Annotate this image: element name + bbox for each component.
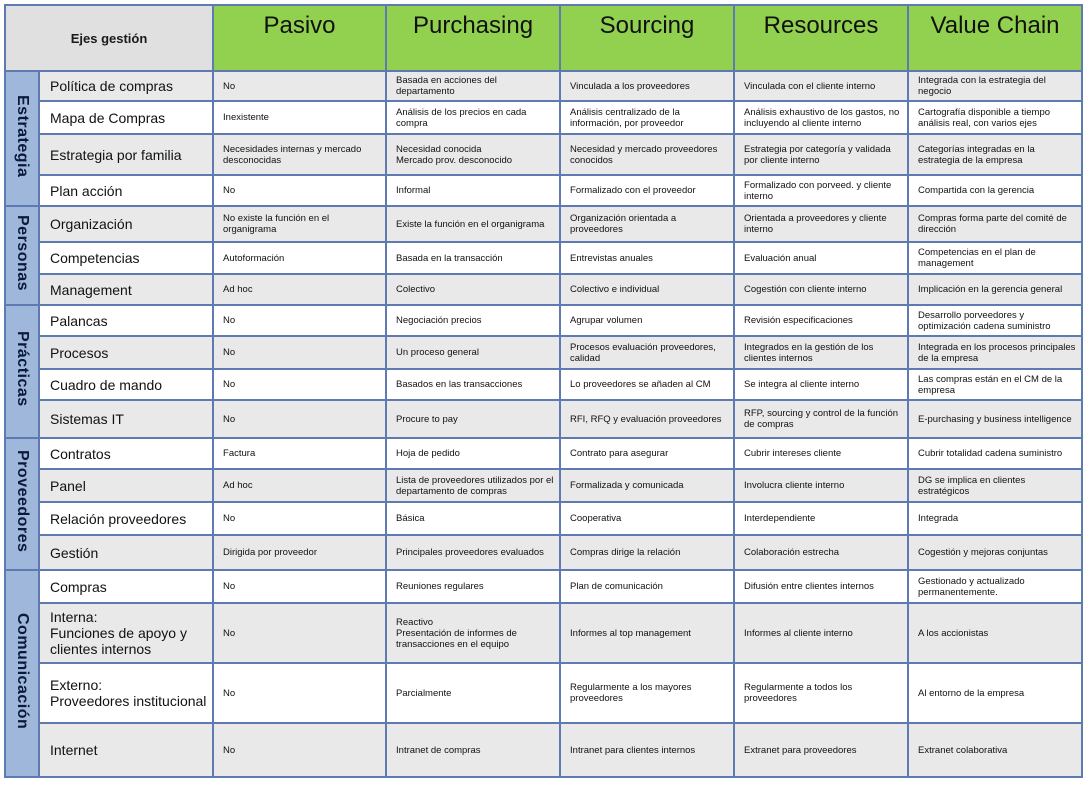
table-row — [5, 502, 1082, 535]
row-label: Externo: Proveedores institucional — [39, 663, 213, 723]
table-cell: No — [213, 502, 386, 535]
table-row — [5, 134, 1082, 175]
table-cell: Cubrir intereses cliente — [734, 438, 908, 469]
row-label: Panel — [39, 469, 213, 502]
table-cell: No existe la función en el organigrama — [213, 206, 386, 242]
table-cell: Informes al top management — [560, 603, 734, 663]
table-cell: RFI, RFQ y evaluación proveedores — [560, 400, 734, 438]
row-label: Organización — [39, 206, 213, 242]
table-cell: Agrupar volumen — [560, 305, 734, 336]
table-cell: Reactivo Presentación de informes de transacciones en el equipo — [386, 603, 560, 663]
table-cell: No — [213, 570, 386, 603]
table-cell: Difusión entre clientes internos — [734, 570, 908, 603]
table-cell: Regularmente a los mayores proveedores — [560, 663, 734, 723]
group-label: Proveedores — [14, 450, 31, 553]
table-cell: Contrato para asegurar — [560, 438, 734, 469]
table-cell: Compras dirige la relación — [560, 535, 734, 570]
table-cell: A los accionistas — [908, 603, 1082, 663]
table-cell: No — [213, 400, 386, 438]
table-cell: Factura — [213, 438, 386, 469]
table-cell: Interdependiente — [734, 502, 908, 535]
table-cell: Basados en las transacciones — [386, 369, 560, 400]
table-cell: Integrada en los procesos principales de la empresa — [908, 336, 1082, 369]
table-row — [5, 570, 1082, 603]
row-label: Plan acción — [39, 175, 213, 206]
table-cell: Las compras están en el CM de la empresa — [908, 369, 1082, 400]
row-label: Contratos — [39, 438, 213, 469]
table-cell: Revisión especificaciones — [734, 305, 908, 336]
table-cell: Compras forma parte del comité de dirección — [908, 206, 1082, 242]
table-row — [5, 603, 1082, 663]
row-label: Interna: Funciones de apoyo y clientes internos — [39, 603, 213, 663]
table-cell: Análisis exhaustivo de los gastos, no incluyendo al cliente interno — [734, 101, 908, 134]
table-cell: Entrevistas anuales — [560, 242, 734, 274]
table-cell: No — [213, 71, 386, 101]
table-cell: Cooperativa — [560, 502, 734, 535]
table-cell: Cartografía disponible a tiempo análisis real, con varios ejes — [908, 101, 1082, 134]
table-row — [5, 274, 1082, 305]
table-cell: Integrada con la estrategia del negocio — [908, 71, 1082, 101]
table-cell: RFP, sourcing y control de la función de compras — [734, 400, 908, 438]
row-label: Mapa de Compras — [39, 101, 213, 134]
table-cell: Análisis de los precios en cada compra — [386, 101, 560, 134]
table-row — [5, 206, 1082, 242]
table-cell: Al entorno de la empresa — [908, 663, 1082, 723]
group-header — [5, 206, 39, 305]
table-cell: Un proceso general — [386, 336, 560, 369]
table-cell: Formalizado con el proveedor — [560, 175, 734, 206]
table-row — [5, 101, 1082, 134]
table-cell: Gestionado y actualizado permanentemente. — [908, 570, 1082, 603]
table-cell: No — [213, 336, 386, 369]
row-label: Gestión — [39, 535, 213, 570]
table-cell: Integrada — [908, 502, 1082, 535]
table-row — [5, 400, 1082, 438]
table-cell: Inexistente — [213, 101, 386, 134]
table-cell: Basada en la transacción — [386, 242, 560, 274]
column-header-sourcing: Sourcing — [560, 5, 734, 71]
row-label: Política de compras — [39, 71, 213, 101]
group-label: Prácticas — [14, 331, 31, 407]
table-row — [5, 663, 1082, 723]
table-row — [5, 336, 1082, 369]
table-cell: Organización orientada a proveedores — [560, 206, 734, 242]
table-cell: Cogestión y mejoras conjuntas — [908, 535, 1082, 570]
table-row — [5, 175, 1082, 206]
table-cell: Ad hoc — [213, 274, 386, 305]
table-cell: Formalizado con porveed. y cliente interno — [734, 175, 908, 206]
group-header — [5, 570, 39, 777]
table-cell: Involucra cliente interno — [734, 469, 908, 502]
table-cell: Procure to pay — [386, 400, 560, 438]
table-row — [5, 723, 1082, 777]
group-label: Personas — [14, 214, 31, 292]
header-row — [5, 5, 1082, 71]
table-row — [5, 242, 1082, 274]
table-cell: DG se implica en clientes estratégicos — [908, 469, 1082, 502]
table-cell: Vinculada con el cliente interno — [734, 71, 908, 101]
maturity-matrix — [4, 4, 1083, 778]
table-cell: Orientada a proveedores y cliente interno — [734, 206, 908, 242]
row-label: Procesos — [39, 336, 213, 369]
table-cell: No — [213, 723, 386, 777]
table-cell: Necesidades internas y mercado desconocidas — [213, 134, 386, 175]
table-cell: No — [213, 175, 386, 206]
table-cell: Procesos evaluación proveedores, calidad — [560, 336, 734, 369]
table-cell: No — [213, 603, 386, 663]
table-cell: Extranet colaborativa — [908, 723, 1082, 777]
table-cell: Cogestión con cliente interno — [734, 274, 908, 305]
column-header-resources: Resources — [734, 5, 908, 71]
table-cell: Categorías integradas en la estrategia de la empresa — [908, 134, 1082, 175]
group-header — [5, 438, 39, 570]
table-cell: Intranet para clientes internos — [560, 723, 734, 777]
row-label: Management — [39, 274, 213, 305]
row-label: Palancas — [39, 305, 213, 336]
table-cell: Necesidad y mercado proveedores conocidos — [560, 134, 734, 175]
corner-header: Ejes gestión — [5, 5, 213, 71]
table-row — [5, 438, 1082, 469]
column-header-purchasing: Purchasing — [386, 5, 560, 71]
column-header-pasivo: Pasivo — [213, 5, 386, 71]
table-cell: Principales proveedores evaluados — [386, 535, 560, 570]
row-label: Sistemas IT — [39, 400, 213, 438]
group-label: Estrategia — [14, 94, 31, 178]
table-cell: Básica — [386, 502, 560, 535]
table-cell: Reuniones regulares — [386, 570, 560, 603]
table-cell: Plan de comunicación — [560, 570, 734, 603]
table-cell: Negociación precios — [386, 305, 560, 336]
table-cell: Integrados en la gestión de los clientes internos — [734, 336, 908, 369]
table-cell: Existe la función en el organigrama — [386, 206, 560, 242]
table-cell: Hoja de pedido — [386, 438, 560, 469]
table-cell: Estrategia por categoría y validada por cliente interno — [734, 134, 908, 175]
table-cell: Lo proveedores se añaden al CM — [560, 369, 734, 400]
table-cell: Desarrollo porveedores y optimización cadena suministro — [908, 305, 1082, 336]
row-label: Relación proveedores — [39, 502, 213, 535]
table-row — [5, 535, 1082, 570]
table-cell: Colectivo e individual — [560, 274, 734, 305]
table-row — [5, 71, 1082, 101]
table-cell: Compartida con la gerencia — [908, 175, 1082, 206]
group-header — [5, 305, 39, 438]
table-cell: Cubrir totalidad cadena suministro — [908, 438, 1082, 469]
table-cell: Regularmente a todos los proveedores — [734, 663, 908, 723]
table-cell: Evaluación anual — [734, 242, 908, 274]
table-row — [5, 469, 1082, 502]
group-header — [5, 71, 39, 206]
table-cell: Colaboración estrecha — [734, 535, 908, 570]
table-row — [5, 369, 1082, 400]
table-cell: Intranet de compras — [386, 723, 560, 777]
table-cell: No — [213, 305, 386, 336]
table-cell: Dirigida por proveedor — [213, 535, 386, 570]
table-cell: Autoformación — [213, 242, 386, 274]
row-label: Compras — [39, 570, 213, 603]
row-label: Estrategia por familia — [39, 134, 213, 175]
table-cell: Implicación en la gerencia general — [908, 274, 1082, 305]
table-cell: Informes al cliente interno — [734, 603, 908, 663]
maturity-table — [4, 4, 1083, 778]
table-row — [5, 305, 1082, 336]
table-cell: Lista de proveedores utilizados por el departamento de compras — [386, 469, 560, 502]
column-header-value-chain: Value Chain — [908, 5, 1082, 71]
table-cell: Informal — [386, 175, 560, 206]
row-label: Competencias — [39, 242, 213, 274]
table-cell: Vinculada a los proveedores — [560, 71, 734, 101]
table-cell: Análisis centralizado de la información, por proveedor — [560, 101, 734, 134]
table-cell: Se integra al cliente interno — [734, 369, 908, 400]
table-cell: Necesidad conocida Mercado prov. desconocido — [386, 134, 560, 175]
group-label: Comunicación — [14, 612, 31, 730]
row-label: Internet — [39, 723, 213, 777]
table-cell: No — [213, 369, 386, 400]
table-cell: E-purchasing y business intelligence — [908, 400, 1082, 438]
table-cell: Colectivo — [386, 274, 560, 305]
table-cell: Extranet para proveedores — [734, 723, 908, 777]
table-cell: Formalizada y comunicada — [560, 469, 734, 502]
row-label: Cuadro de mando — [39, 369, 213, 400]
table-cell: Parcialmente — [386, 663, 560, 723]
table-cell: Ad hoc — [213, 469, 386, 502]
table-cell: Competencias en el plan de management — [908, 242, 1082, 274]
matrix-body — [5, 71, 1082, 777]
table-cell: Basada en acciones del departamento — [386, 71, 560, 101]
table-cell: No — [213, 663, 386, 723]
